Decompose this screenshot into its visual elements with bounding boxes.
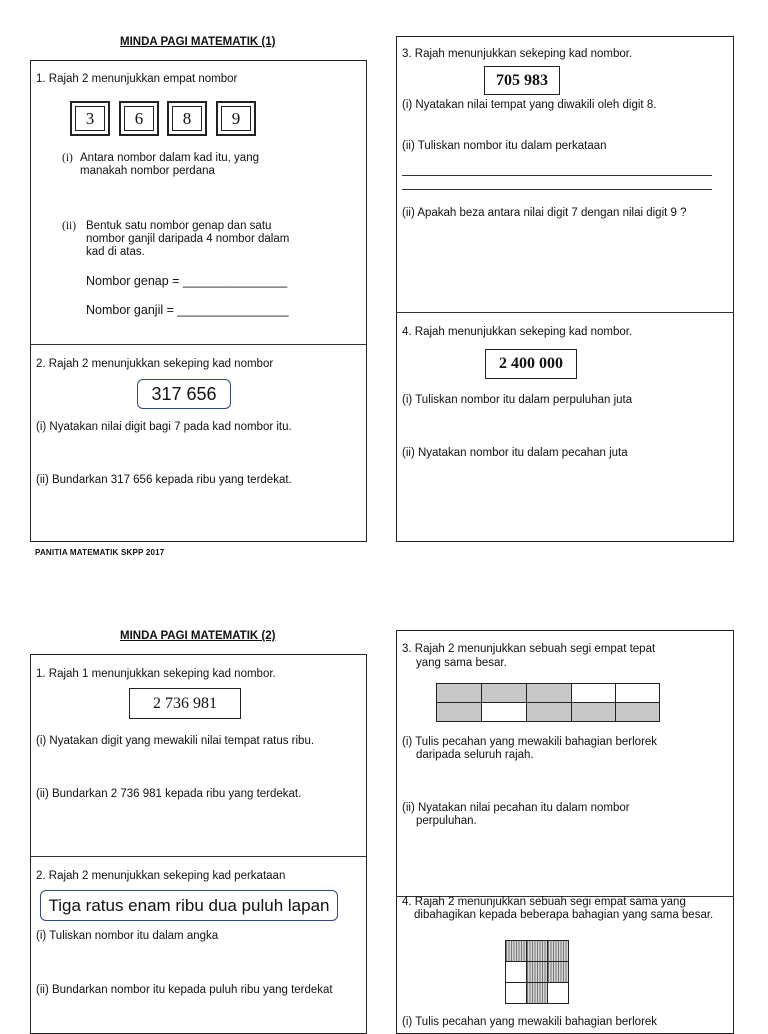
q3-iii: (ii) Apakah beza antara nilai digit 7 dengan nilai digit 9 ? bbox=[402, 207, 687, 219]
s2-q4-i: (i) Tulis pecahan yang mewakili bahagian berlorek bbox=[402, 1016, 658, 1028]
word-card: Tiga ratus enam ribu dua puluh lapan bbox=[40, 890, 338, 921]
grid-cell-shaded bbox=[571, 702, 616, 722]
grid-cell-shaded bbox=[526, 940, 548, 962]
number-card: 9 bbox=[216, 101, 256, 136]
grid-cell bbox=[481, 702, 527, 722]
grid-cell-shaded bbox=[505, 940, 527, 962]
divider bbox=[30, 344, 367, 345]
grid-cell-shaded bbox=[526, 702, 572, 722]
q3-stem: 3. Rajah menunjukkan sekeping kad nombor. bbox=[402, 48, 633, 60]
grid-cell-shaded bbox=[436, 683, 482, 703]
number-card: 705 983 bbox=[484, 66, 560, 95]
s2-q2-ii: (ii) Bundarkan nombor itu kepada puluh ribu yang terdekat bbox=[36, 984, 333, 996]
grid-cell bbox=[571, 683, 616, 703]
number-card: 2 736 981 bbox=[129, 688, 241, 719]
q2-i: (i) Nyatakan nilai digit bagi 7 pada kad nombor itu. bbox=[36, 421, 292, 433]
answer-line bbox=[402, 175, 712, 176]
odd-number-answer: Nombor ganjil = ________________ bbox=[86, 303, 289, 317]
s2-q4-stem: 4. Rajah 2 menunjukkan sebuah segi empat sama yang bbox=[402, 896, 686, 908]
sheet2-title: MINDA PAGI MATEMATIK (2) bbox=[120, 630, 276, 642]
grid-cell-shaded bbox=[481, 683, 527, 703]
s2-q3-ii: (ii) Nyatakan nilai pecahan itu dalam nombor bbox=[402, 802, 630, 814]
s2-q3-i: daripada seluruh rajah. bbox=[416, 749, 534, 761]
s2-q1-ii: (ii) Bundarkan 2 736 981 kepada ribu yang terdekat. bbox=[36, 788, 302, 800]
footer: PANITIA MATEMATIK SKPP 2017 bbox=[35, 548, 165, 557]
grid-cell bbox=[505, 961, 527, 983]
q4-i: (i) Tuliskan nombor itu dalam perpuluhan juta bbox=[402, 394, 633, 406]
number-card: 3 bbox=[70, 101, 110, 136]
q1-i-text: Antara nombor dalam kad itu, yang bbox=[80, 152, 259, 164]
number-card: 6 bbox=[119, 101, 159, 136]
s2-q1-i: (i) Nyatakan digit yang mewakili nilai tempat ratus ribu. bbox=[36, 735, 315, 747]
number-card: 8 bbox=[167, 101, 207, 136]
q2-stem: 2. Rajah 2 menunjukkan sekeping kad nombor bbox=[36, 358, 274, 370]
q2-ii: (ii) Bundarkan 317 656 kepada ribu yang terdekat. bbox=[36, 474, 292, 486]
s2-q3-i: (i) Tulis pecahan yang mewakili bahagian berlorek bbox=[402, 736, 658, 748]
grid-cell-shaded bbox=[547, 940, 569, 962]
grid-cell-shaded bbox=[526, 961, 548, 983]
grid-cell bbox=[505, 982, 527, 1004]
grid-cell-shaded bbox=[436, 702, 482, 722]
answer-line bbox=[402, 189, 712, 190]
sheet1-title: MINDA PAGI MATEMATIK (1) bbox=[120, 36, 276, 48]
q1-ii-label: (ii) bbox=[62, 220, 77, 232]
divider bbox=[30, 856, 367, 857]
grid-cell bbox=[615, 683, 660, 703]
grid-cell-shaded bbox=[526, 982, 548, 1004]
number-card: 317 656 bbox=[137, 379, 231, 409]
q1-i-text: manakah nombor perdana bbox=[80, 165, 215, 177]
q1-ii-text: kad di atas. bbox=[86, 246, 145, 258]
q1-stem: 1. Rajah 2 menunjukkan empat nombor bbox=[36, 73, 238, 85]
q3-ii: (ii) Tuliskan nombor itu dalam perkataan bbox=[402, 140, 607, 152]
grid-cell-shaded bbox=[547, 961, 569, 983]
s2-q3-stem: 3. Rajah 2 menunjukkan sebuah segi empat tepat bbox=[402, 643, 656, 655]
q1-i-label: (i) bbox=[62, 152, 73, 164]
s2-q4-stem: dibahagikan kepada beberapa bahagian yang sama besar. bbox=[414, 909, 714, 921]
q3-i: (i) Nyatakan nilai tempat yang diwakili oleh digit 8. bbox=[402, 99, 657, 111]
grid-cell-shaded bbox=[615, 702, 660, 722]
s2-q2-i: (i) Tuliskan nombor itu dalam angka bbox=[36, 930, 219, 942]
s2-q2-stem: 2. Rajah 2 menunjukkan sekeping kad perkataan bbox=[36, 870, 286, 882]
s2-q1-stem: 1. Rajah 1 menunjukkan sekeping kad nombor. bbox=[36, 668, 276, 680]
q4-stem: 4. Rajah menunjukkan sekeping kad nombor. bbox=[402, 326, 633, 338]
divider bbox=[396, 312, 734, 313]
q1-ii-text: nombor ganjil daripada 4 nombor dalam bbox=[86, 233, 290, 245]
grid-cell bbox=[547, 982, 569, 1004]
q1-ii-text: Bentuk satu nombor genap dan satu bbox=[86, 220, 272, 232]
grid-cell-shaded bbox=[526, 683, 572, 703]
q4-ii: (ii) Nyatakan nombor itu dalam pecahan juta bbox=[402, 447, 628, 459]
s2-q3-stem: yang sama besar. bbox=[416, 657, 507, 669]
s2-q3-ii: perpuluhan. bbox=[416, 815, 477, 827]
even-number-answer: Nombor genap = _______________ bbox=[86, 274, 288, 288]
number-card: 2 400 000 bbox=[485, 349, 577, 379]
